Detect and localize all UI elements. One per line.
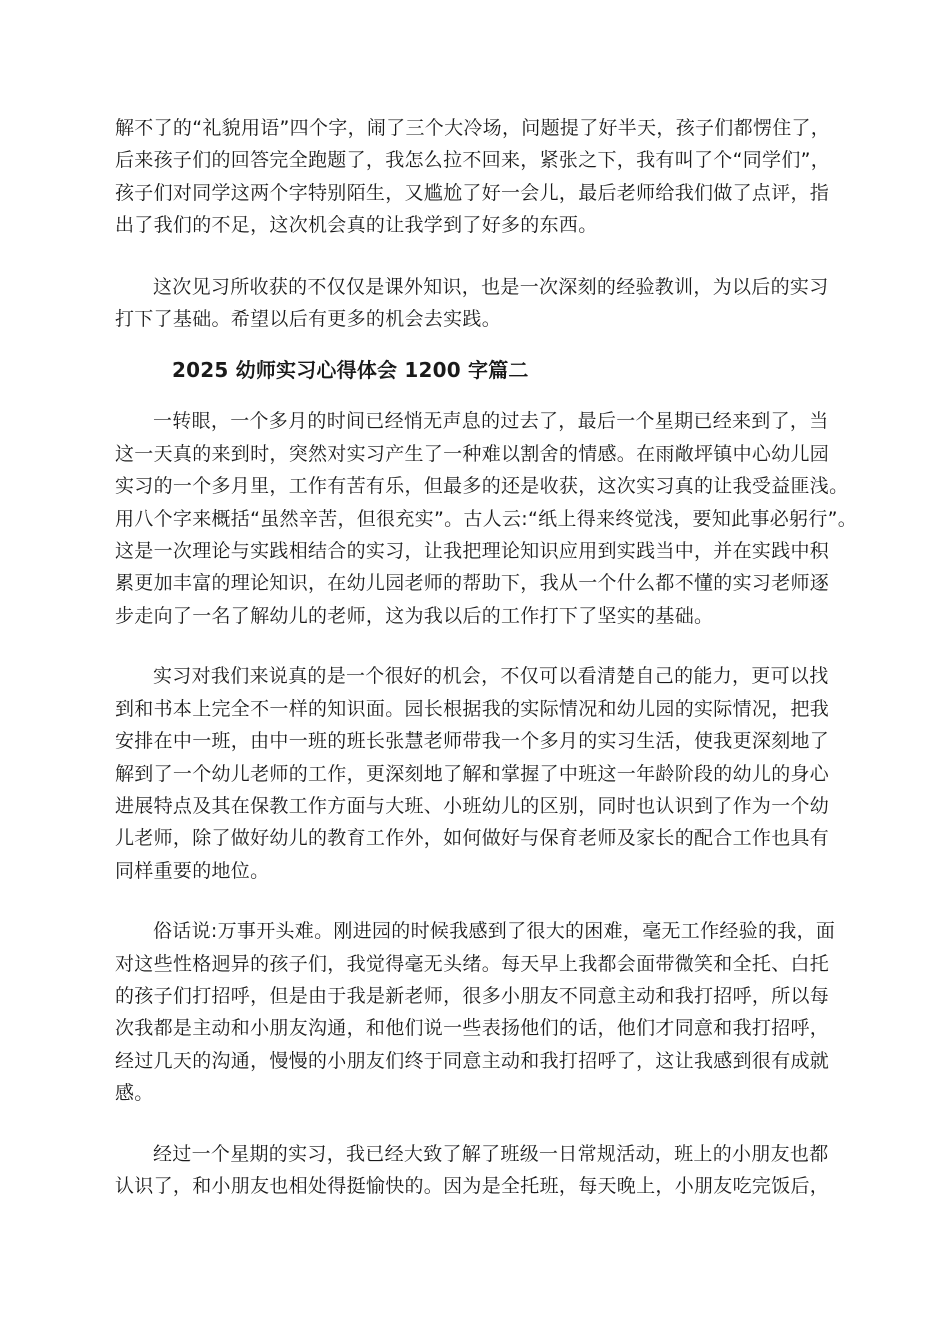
text-line: 经过几天的沟通，慢慢的小朋友们终于同意主动和我打招呼了，这让我感到很有成就 xyxy=(115,1049,830,1072)
text-line: 俗话说:万事开头难。刚进园的时候我感到了很大的困难，毫无工作经验的我，面 xyxy=(153,920,836,943)
text-line: 次我都是主动和小朋友沟通，和他们说一些表扬他们的话，他们才同意和我打招呼， xyxy=(115,1017,830,1040)
section-heading: 2025 幼师实习心得体会 1200 字篇二 xyxy=(172,358,529,383)
text-line: 孩子们对同学这两个字特别陌生，又尴尬了好一会儿，最后老师给我们做了点评，指 xyxy=(115,181,830,204)
paragraph xyxy=(115,271,833,336)
text-line: 一转眼，一个多月的时间已经悄无声息的过去了，最后一个星期已经来到了，当 xyxy=(153,410,829,433)
text-line: 到和书本上完全不一样的知识面。园长根据我的实际情况和幼儿园的实际情况，把我 xyxy=(115,697,830,720)
paragraph-continued xyxy=(115,112,833,242)
text-line: 后来孩子们的回答完全跑题了，我怎么拉不回来，紧张之下，我有叫了个“同学们”， xyxy=(115,149,831,172)
text-line: 实习对我们来说真的是一个很好的机会，不仅可以看清楚自己的能力，更可以找 xyxy=(153,665,829,688)
text-line: 对这些性格迥异的孩子们，我觉得毫无头绪。每天早上我都会面带微笑和全托、白托 xyxy=(115,952,830,975)
text-line: 这次见习所收获的不仅仅是课外知识，也是一次深刻的经验教训，为以后的实习 xyxy=(153,275,829,298)
text-line: 出了我们的不足，这次机会真的让我学到了好多的东西。 xyxy=(115,214,598,237)
text-line: 安排在中一班，由中一班的班长张慧老师带我一个多月的实习生活，使我更深刻地了 xyxy=(115,730,830,753)
text-line: 儿老师，除了做好幼儿的教育工作外，如何做好与保育老师及家长的配合工作也具有 xyxy=(115,827,830,850)
text-line: 实习的一个多月里，工作有苦有乐，但最多的还是收获，这次实习真的让我受益匪浅。 xyxy=(115,475,849,498)
text-line: 经过一个星期的实习，我已经大致了解了班级一日常规活动，班上的小朋友也都 xyxy=(153,1142,829,1165)
text-line: 解不了的“礼貌用语”四个字，闹了三个大冷场，问题提了好半天，孩子们都愣住了， xyxy=(115,117,831,139)
text-line: 打下了基础。希望以后有更多的机会去实践。 xyxy=(115,308,502,331)
text-line: 进展特点及其在保教工作方面与大班、小班幼儿的区别，同时也认识到了作为一个幼 xyxy=(115,794,830,817)
paragraph xyxy=(115,1138,833,1203)
text-line: 认识了，和小朋友也相处得挺愉快的。因为是全托班，每天晚上，小朋友吃完饭后， xyxy=(115,1174,830,1197)
text-line: 累更加丰富的理论知识，在幼儿园老师的帮助下，我从一个什么都不懂的实习老师逐 xyxy=(115,572,830,595)
text-line: 的孩子们打招呼，但是由于我是新老师，很多小朋友不同意主动和我打招呼，所以每 xyxy=(115,984,830,1007)
text-line: 这是一次理论与实践相结合的实习，让我把理论知识应用到实践当中，并在实践中积 xyxy=(115,540,830,563)
text-line: 这一天真的来到时，突然对实习产生了一种难以割舍的情感。在雨敞坪镇中心幼儿园 xyxy=(115,442,830,465)
text-line: 用八个字来概括“虽然辛苦，但很充实”。古人云:“纸上得来终觉浅，要知此事必躬行”。 xyxy=(115,507,858,530)
text-line: 感。 xyxy=(115,1082,154,1105)
paragraph xyxy=(115,915,836,1109)
paragraph xyxy=(115,660,833,887)
text-line: 解到了一个幼儿老师的工作，更深刻地了解和掌握了中班这一年龄阶段的幼儿的身心 xyxy=(115,762,830,785)
document-body xyxy=(115,112,858,1202)
text-line: 步走向了一名了解幼儿的老师，这为我以后的工作打下了坚实的基础。 xyxy=(115,604,714,627)
paragraph xyxy=(115,405,858,632)
text-line: 同样重要的地位。 xyxy=(115,859,270,882)
